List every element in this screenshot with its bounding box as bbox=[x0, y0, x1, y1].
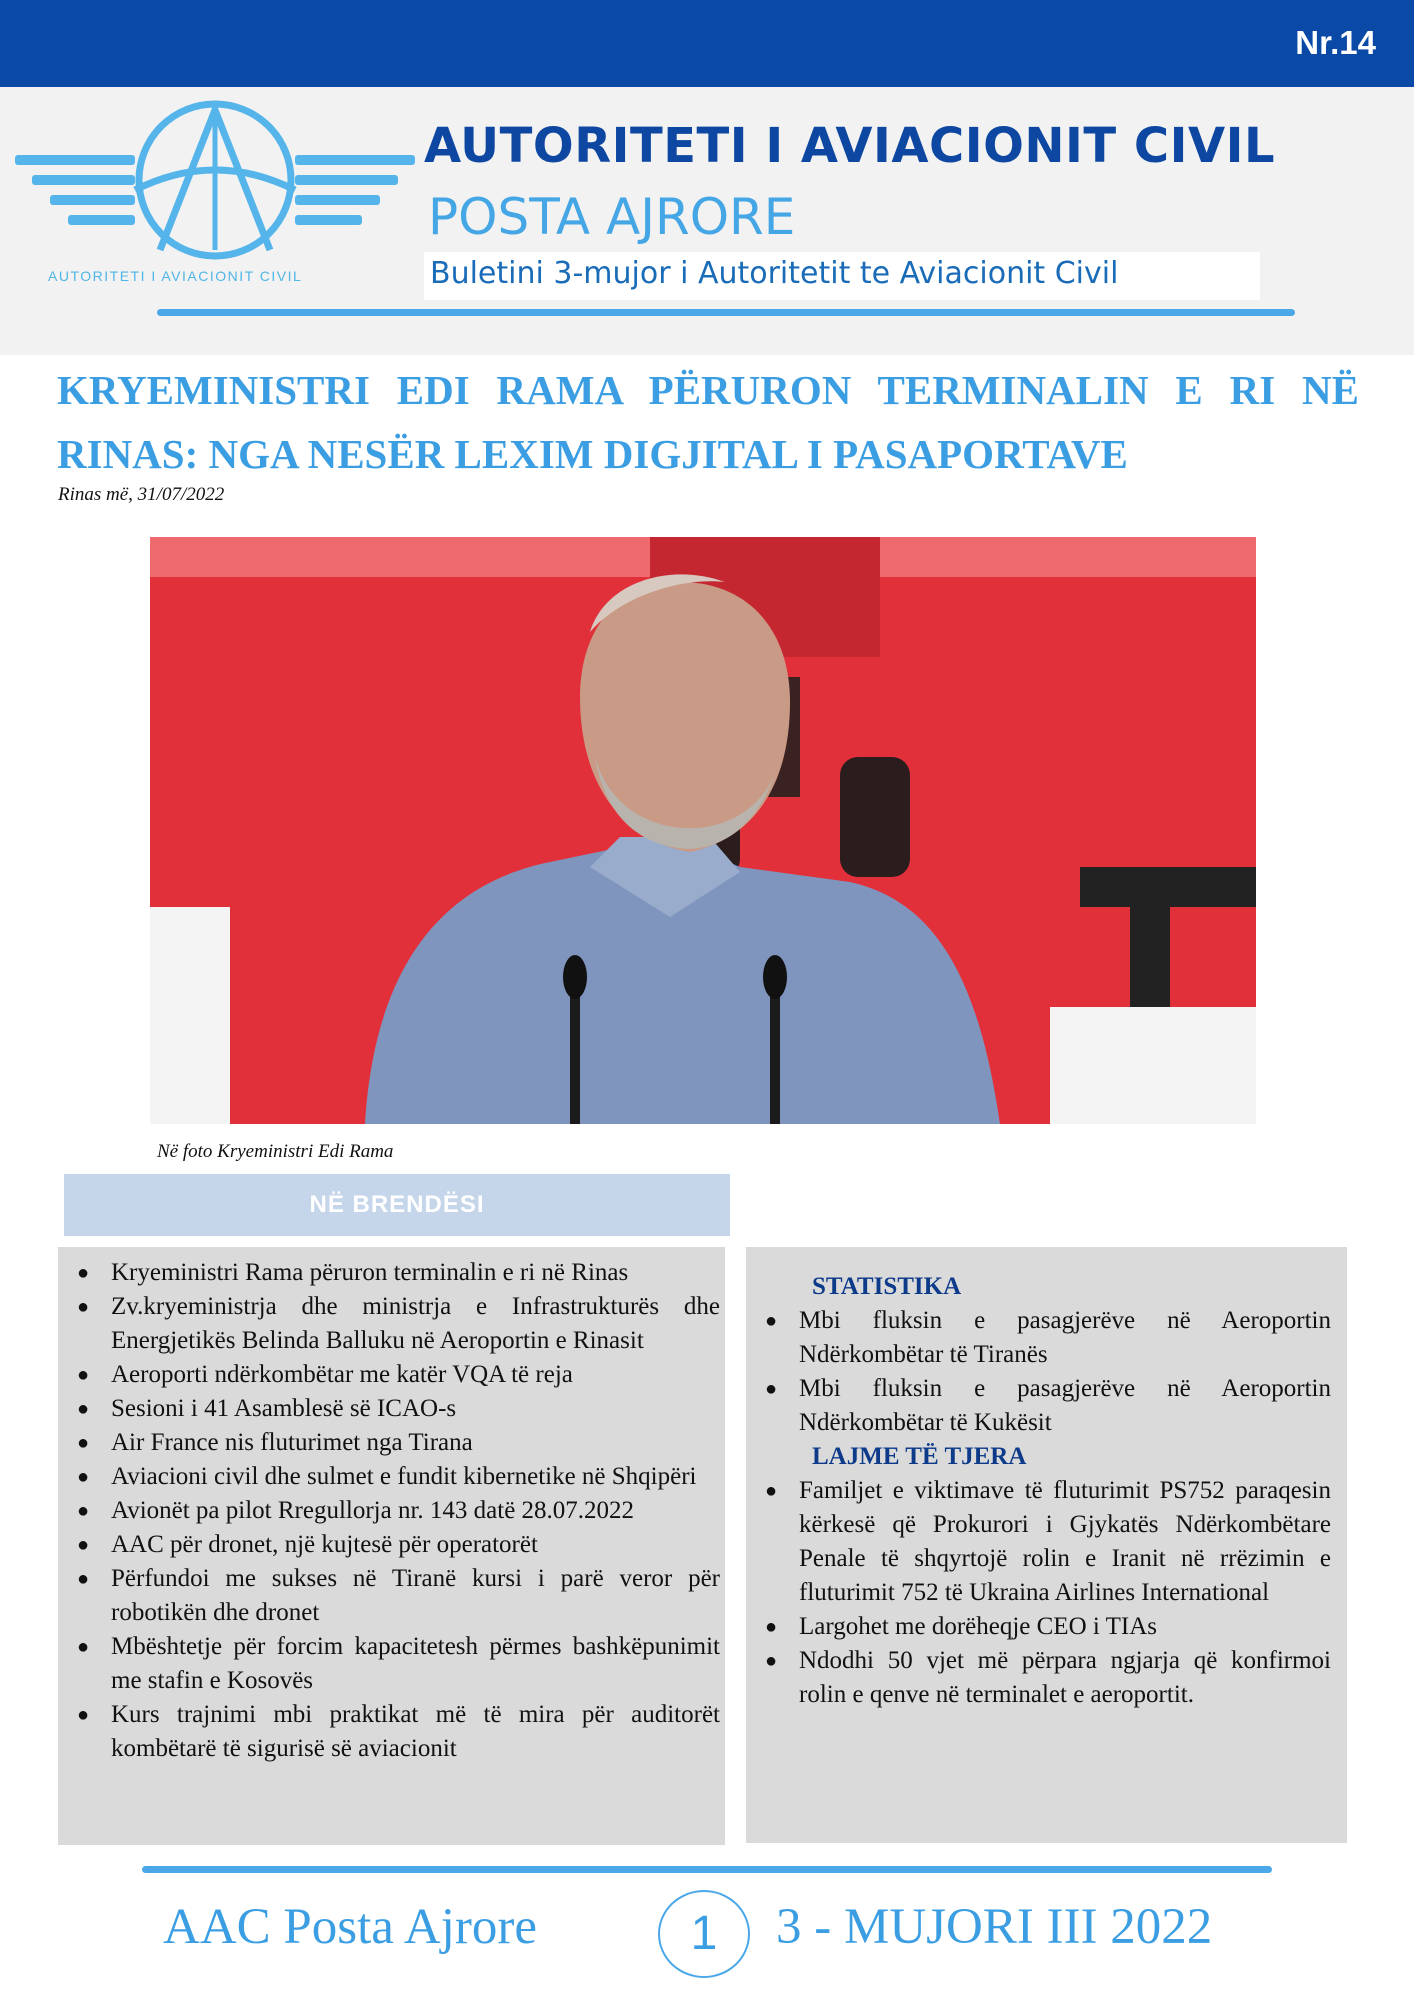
other-news-heading: LAJME TË TJERA bbox=[812, 1443, 1027, 1470]
bullet-icon: ● bbox=[765, 1480, 778, 1502]
logo-caption: AUTORITETI I AVIACIONIT CIVIL bbox=[48, 268, 303, 284]
bullet-icon: ● bbox=[77, 1398, 90, 1420]
inside-contents-box bbox=[58, 1247, 725, 1845]
aac-logo-icon bbox=[10, 100, 420, 290]
statistics-heading: STATISTIKA bbox=[812, 1273, 962, 1300]
article-photo bbox=[150, 537, 1256, 1124]
bullet-icon: ● bbox=[77, 1534, 90, 1556]
bullet-icon: ● bbox=[77, 1636, 90, 1658]
list-item: ● Ndodhi 50 vjet më përpara ngjarja që konfirmoi rolin e qenve në terminalet e aeroportit. bbox=[746, 1644, 1331, 1712]
top-banner bbox=[0, 0, 1414, 87]
bullet-icon: ● bbox=[765, 1310, 778, 1332]
list-item: ● Kurs trajnimi mbi praktikat më të mira për auditorët kombëtarë të sigurisë së aviacionit bbox=[58, 1698, 720, 1766]
bullet-icon: ● bbox=[77, 1364, 90, 1386]
bullet-icon: ● bbox=[765, 1650, 778, 1672]
list-item: ● Air France nis fluturimet nga Tirana bbox=[58, 1426, 720, 1460]
masthead-divider bbox=[157, 309, 1295, 316]
list-item: ● Zv.kryeministrja dhe ministrja e Infrastrukturës dhe Energjetikës Belinda Balluku në Aeroportin e Rinasit bbox=[58, 1290, 720, 1358]
list-item: ● Mbi fluksin e pasagjerëve në Aeroportin Ndërkombëtar të Kukësit bbox=[746, 1372, 1331, 1440]
article-dateline: Rinas më, 31/07/2022 bbox=[58, 484, 225, 505]
list-item: ● Sesioni i 41 Asamblesë së ICAO-s bbox=[58, 1392, 720, 1426]
list-item: ● Aviacioni civil dhe sulmet e fundit kibernetike në Shqipëri bbox=[58, 1460, 720, 1494]
list-item: ● Përfundoi me sukses në Tiranë kursi i parë veror për robotikën dhe dronet bbox=[58, 1562, 720, 1630]
article-headline: KRYEMINISTRI EDI RAMA PËRURON TERMINALIN E RI NË RINAS: NGA NESËR LEXIM DIGJITAL I PASAPORTAVE bbox=[57, 367, 1359, 477]
bullet-icon: ● bbox=[77, 1432, 90, 1454]
issue-number: Nr.14 bbox=[1295, 24, 1376, 61]
bullet-icon: ● bbox=[77, 1704, 90, 1726]
list-item: ● Avionët pa pilot Rregullorja nr. 143 datë 28.07.2022 bbox=[58, 1494, 720, 1528]
photo-caption: Në foto Kryeministri Edi Rama bbox=[157, 1141, 394, 1162]
publication-subtitle: Buletini 3-mujor i Autoritetit te Aviacionit Civil bbox=[430, 256, 1119, 291]
footer-period: 3 - MUJORI III 2022 bbox=[776, 1899, 1213, 1955]
bullet-icon: ● bbox=[77, 1466, 90, 1488]
bullet-icon: ● bbox=[77, 1296, 90, 1318]
bullet-icon: ● bbox=[765, 1378, 778, 1400]
list-item: ● Mbështetje për forcim kapacitetesh përmes bashkëpunimit me stafin e Kosovës bbox=[58, 1630, 720, 1698]
list-item: ● Familjet e viktimave të fluturimit PS752 paraqesin kërkesë që Prokurori i Gjykatës Ndërkombëtare Penale të shqyrtojë rolin e Iranit në rrëzimin e fluturimit 752 të Ukraina Airlines International bbox=[746, 1474, 1331, 1610]
footer-divider bbox=[142, 1866, 1272, 1873]
page-number: 1 bbox=[658, 1890, 750, 1978]
inside-header: NË BRENDËSI bbox=[64, 1174, 730, 1236]
sidebar-box bbox=[746, 1247, 1347, 1843]
bullet-icon: ● bbox=[765, 1616, 778, 1638]
list-item: ● Kryeministri Rama përuron terminalin e ri në Rinas bbox=[58, 1256, 720, 1290]
list-item: ● Mbi fluksin e pasagjerëve në Aeroportin Ndërkombëtar të Tiranës bbox=[746, 1304, 1331, 1372]
footer-publication: AAC Posta Ajrore bbox=[163, 1899, 537, 1955]
bullet-icon: ● bbox=[77, 1262, 90, 1284]
bullet-icon: ● bbox=[77, 1568, 90, 1590]
list-item: ● Largohet me dorëheqje CEO i TIAs bbox=[746, 1610, 1331, 1644]
publication-title: POSTA AJRORE bbox=[428, 188, 796, 246]
organization-name: AUTORITETI I AVIACIONIT CIVIL bbox=[424, 118, 1276, 174]
list-item: ● AAC për dronet, një kujtesë për operatorët bbox=[58, 1528, 720, 1562]
list-item: ● Aeroporti ndërkombëtar me katër VQA të reja bbox=[58, 1358, 720, 1392]
bullet-icon: ● bbox=[77, 1500, 90, 1522]
